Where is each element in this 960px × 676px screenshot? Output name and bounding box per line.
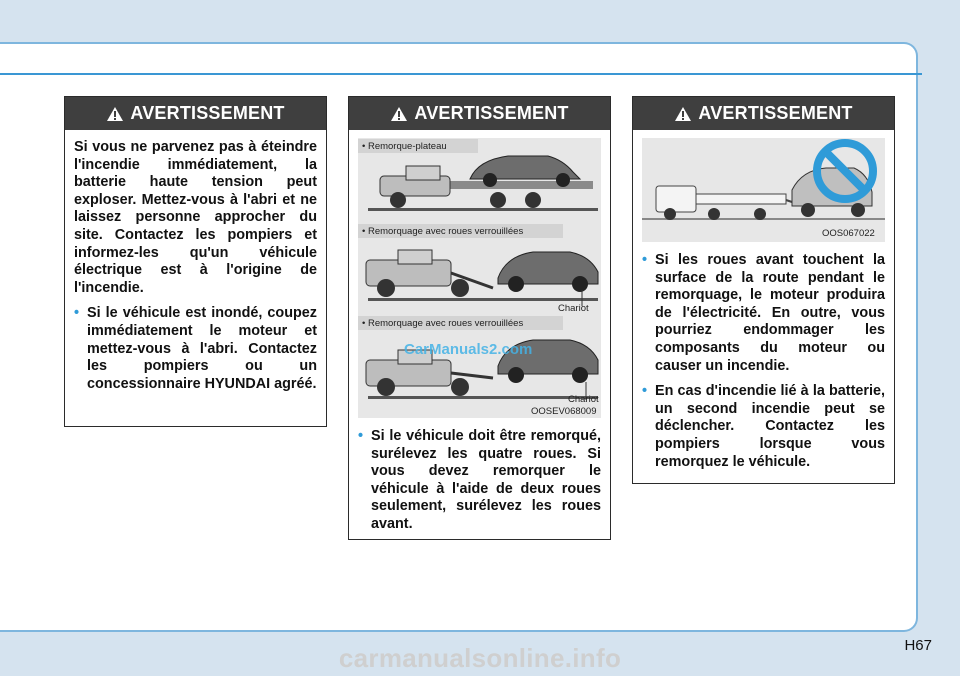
bullet-text: Si les roues avant touchent la surface de la route pendant le remorquage, le moteur produira de l'électricité. En outre, vous pourriez endommager les composants du moteur ou causer un incendie. xyxy=(655,252,885,374)
bullet-text: Si le véhicule doit être remorqué, surélevez les quatre roues. Si vous devez remorquer le véhicule à l'aide de deux roues seulement, surélevez les roues avant. xyxy=(371,428,601,532)
bullet-text: Si le véhicule est inondé, coupez immédiatement le moteur et mettez-vous à l'abri. Contactez les pompiers ou un concessionnaire HYUNDAI agréé. xyxy=(87,305,317,392)
warning-header xyxy=(65,97,326,130)
warning-title: AVERTISSEMENT xyxy=(698,103,853,123)
chariot-label: Chariot xyxy=(558,303,589,314)
prohibited-towing-illustration xyxy=(642,138,885,242)
list-item: • Si le véhicule doit être remorqué, surélevez les quatre roues. Si vous devez remorquer le véhicule à l'aide de deux roues seulement, surélevez les roues avant. xyxy=(358,428,601,532)
towing-illustration xyxy=(358,138,601,418)
warning-box-fire xyxy=(64,96,327,427)
bullet-text: En cas d'incendie lié à la batterie, un second incendie peut se déclencher. Contactez les pompiers lorsque vous remorquez le véhicule. xyxy=(655,383,885,470)
figure-label: • Remorquage avec roues verrouillées xyxy=(362,318,524,329)
site-overlay-text: CarManuals2.com xyxy=(404,341,533,358)
header-rule xyxy=(0,73,922,75)
warning-triangle-icon xyxy=(390,106,408,122)
tow-trucks-image xyxy=(358,138,601,418)
warning-title: AVERTISSEMENT xyxy=(130,103,285,123)
warning-intro: Si vous ne parvenez pas à éteindre l'incendie immédiatement, la batterie haute tension peut exploser. Mettez-vous à l'abri et ne laissez personne approcher du site. Contactez les pompiers et informez-les qu'un véhicule électrique est à l'origine de l'incendie. xyxy=(74,139,317,296)
warning-triangle-icon xyxy=(674,106,692,122)
figure-label: • Remorquage avec roues verrouillées xyxy=(362,226,524,237)
list-item: • Si les roues avant touchent la surface de la route pendant le remorquage, le moteur produira de l'électricité. En outre, vous pourriez endommager les composants du moteur ou causer un incendie. xyxy=(642,252,885,374)
site-watermark: carmanualsonline.info xyxy=(338,643,622,673)
figure-code: OOS067022 xyxy=(822,228,875,239)
warning-title: AVERTISSEMENT xyxy=(414,103,569,123)
warning-box-towing xyxy=(348,96,611,540)
chariot-label: Chariot xyxy=(568,394,599,405)
page-number: H67 xyxy=(904,637,932,654)
warning-header xyxy=(633,97,894,130)
list-item: • En cas d'incendie lié à la batterie, un second incendie peut se déclencher. Contactez les pompiers lorsque vous remorquez le véhicule. xyxy=(642,383,885,470)
warning-box-front-wheels xyxy=(632,96,895,484)
warning-header xyxy=(349,97,610,130)
no-front-wheel-towing-image xyxy=(642,138,885,242)
list-item: • Si le véhicule est inondé, coupez immédiatement le moteur et mettez-vous à l'abri. Contactez les pompiers ou un concessionnaire HYUNDAI agréé. xyxy=(74,305,317,392)
warning-triangle-icon xyxy=(106,106,124,122)
figure-code: OOSEV068009 xyxy=(531,406,597,417)
figure-label: • Remorque-plateau xyxy=(362,141,447,152)
